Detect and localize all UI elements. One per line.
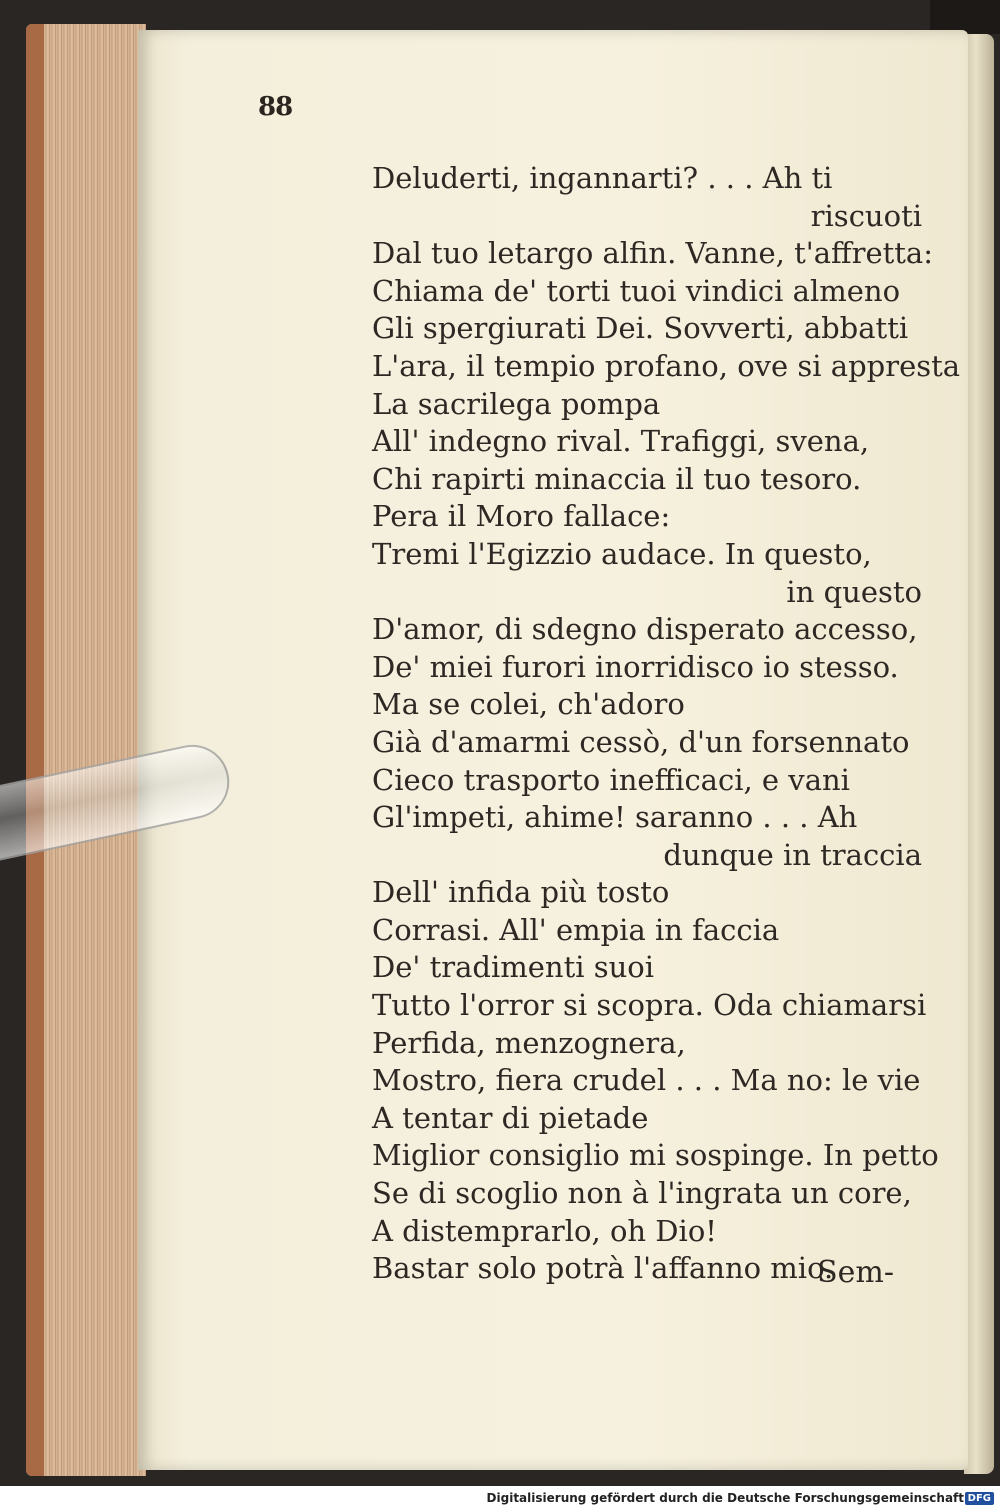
catchword: Sem- (817, 1255, 894, 1290)
book-cover-edge (26, 24, 44, 1476)
footer-credit: Digitalisierung gefördert durch die Deutsche Forschungsgemeinschaft (486, 1491, 964, 1505)
verse-line (372, 1175, 932, 1213)
verse-line-text: D'amor, di sdegno disperato accesso, (372, 612, 918, 647)
verse-line (372, 724, 932, 762)
verse-line-text: De' miei furori inorridisco io stesso. (372, 649, 899, 684)
verse-line (372, 1213, 932, 1251)
verse-line-text: A distemprarlo, oh Dio! (372, 1213, 717, 1248)
verse-line-text: Bastar solo potrà l'affanno mio. (372, 1251, 834, 1286)
verse-line (372, 536, 932, 574)
verse-line-text: All' indegno rival. Trafiggi, svena, (372, 424, 870, 459)
verse-line (372, 1025, 932, 1063)
verse-line (372, 310, 932, 348)
verse-line-text: Tutto l'orror si scopra. Oda chiamarsi (372, 988, 927, 1023)
verse-line (372, 799, 932, 837)
verse-line-text: Se di scoglio non à l'ingrata un core, (372, 1176, 912, 1211)
verse-line-text: Gl'impeti, ahime! saranno . . . Ah (372, 800, 858, 835)
verse-line-text: Chiama de' torti tuoi vindici almeno (372, 273, 901, 308)
verse-line (372, 1100, 932, 1138)
verse-line (372, 874, 932, 912)
verse-line-text: A tentar di pietade (372, 1100, 649, 1135)
verse-line (372, 423, 932, 461)
verse-line (372, 912, 932, 950)
verse-line (372, 498, 932, 536)
verse-line (372, 386, 932, 424)
page-number: 88 (258, 92, 293, 122)
verse-line-text: Deluderti, ingannarti? . . . Ah ti (372, 161, 833, 195)
verse-line-text: La sacrilega pompa (372, 386, 661, 421)
verse-line-text: Miglior consiglio mi sospinge. In petto (372, 1138, 939, 1173)
verse-line-text: Cieco trasporto inefficaci, e vani (372, 762, 850, 797)
verse-line-continuation (372, 837, 932, 875)
verse-line (372, 348, 961, 386)
verse-line-text: L'ara, il tempio profano, ove si appresta (372, 348, 961, 383)
verse-line-text: Ma se colei, ch'adoro (372, 687, 685, 722)
background-corner (930, 0, 1000, 34)
verse-line-text: Perfida, menzognera, (372, 1025, 686, 1060)
dfg-logo: DFG (965, 1492, 994, 1505)
verse-line-text: Pera il Moro fallace: (372, 499, 671, 534)
verse-line (372, 461, 932, 499)
verse-line-text: riscuoti (810, 198, 922, 233)
verse-line-continuation (372, 198, 932, 236)
facing-page-edge (964, 34, 994, 1474)
verse-line-text: Già d'amarmi cessò, d'un forsennato (372, 724, 910, 759)
verse-line-text: De' tradimenti suoi (372, 950, 655, 985)
verse-line-text: in questo (786, 574, 922, 609)
footer-bar (0, 1486, 1000, 1508)
verse-line-text: Tremi l'Egizzio audace. In questo, (372, 536, 872, 571)
verse-line-text: dunque in traccia (663, 837, 922, 872)
book-page-edges (26, 24, 146, 1476)
verse-line (372, 1137, 939, 1175)
verse-line-continuation (372, 574, 932, 612)
verse-line (372, 762, 932, 800)
verse-line (372, 160, 932, 198)
verse-line-text: Gli spergiurati Dei. Sovverti, abbatti (372, 311, 909, 346)
verse-line (372, 987, 932, 1025)
verse-line-text: Corrasi. All' empia in faccia (372, 912, 780, 947)
verse-line (372, 273, 932, 311)
verse-line-text: Dell' infida più tosto (372, 875, 670, 910)
verse-line (372, 649, 932, 687)
verse-line (372, 611, 932, 649)
verse-line (372, 235, 932, 273)
verse-line (372, 1062, 932, 1100)
verse-line (372, 949, 932, 987)
verse-line (372, 686, 932, 724)
verse-line-text: Dal tuo letargo alfin. Vanne, t'affretta: (372, 236, 933, 271)
verse-block (372, 160, 961, 1288)
verse-line-text: Chi rapirti minaccia il tuo tesoro. (372, 461, 862, 496)
verse-line-text: Mostro, fiera crudel . . . Ma no: le vie (372, 1063, 921, 1098)
